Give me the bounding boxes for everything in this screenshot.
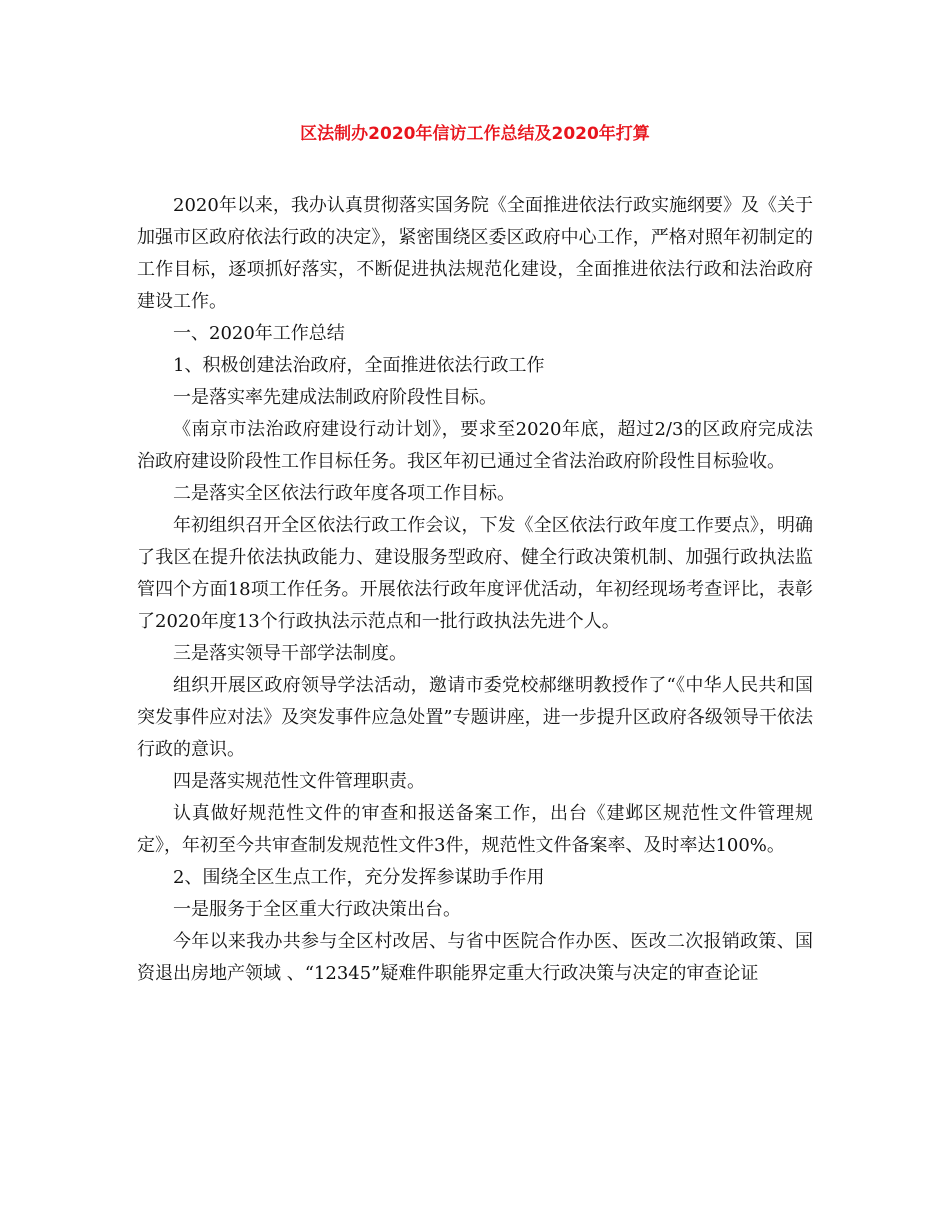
paragraph: 认真做好规范性文件的审查和报送备案工作，出台《建邺区规范性文件管理规定》，年初至今共审查制发规范性文件3件，规范性文件备案率、及时率达100%。 bbox=[137, 803, 813, 856]
document-body bbox=[137, 190, 813, 990]
section-heading: 一、2020年工作总结 bbox=[173, 323, 345, 344]
item-heading: 二是落实全区依法行政年度各项工作目标。 bbox=[173, 483, 515, 504]
item-heading: 三是落实领导干部学法制度。 bbox=[173, 643, 407, 664]
subsection-heading: 1、积极创建法治政府，全面推进依法行政工作 bbox=[173, 355, 545, 376]
document-title: 区法制办2020年信访工作总结及2020年打算 bbox=[300, 124, 650, 144]
paragraph: 今年以来我办共参与全区村改居、与省中医院合作办医、医改二次报销政策、国资退出房地产领域 、“12345”疑难件职能界定重大行政决策与决定的审查论证 bbox=[137, 931, 813, 984]
item-heading: 四是落实规范性文件管理职责。 bbox=[173, 771, 425, 792]
item-heading: 一是服务于全区重大行政决策出台。 bbox=[173, 899, 461, 920]
paragraph: 《南京市法治政府建设行动计划》，要求至2020年底，超过2/3的区政府完成法治政府建设阶段性工作目标任务。我区年初已通过全省法治政府阶段性目标验收。 bbox=[137, 419, 813, 472]
subsection-heading: 2、围绕全区生点工作，充分发挥参谋助手作用 bbox=[173, 867, 545, 888]
paragraph: 2020年以来，我办认真贯彻落实国务院《全面推进依法行政实施纲要》及《关于加强市区政府依法行政的决定》，紧密围绕区委区政府中心工作，严格对照年初制定的工作目标，逐项抓好落实，不断促进执法规范化建设，全面推进依法行政和法治政府建设工作。 bbox=[137, 195, 813, 312]
item-heading: 一是落实率先建成法制政府阶段性目标。 bbox=[173, 387, 497, 408]
paragraph: 年初组织召开全区依法行政工作会议，下发《全区依法行政年度工作要点》，明确了我区在提升依法执政能力、建设服务型政府、健全行政决策机制、加强行政执法监管四个方面18项工作任务。开展依法行政年度评优活动，年初经现场考查评比，表彰了2020年度13个行政执法示范点和一批行政执法先进个人。 bbox=[137, 515, 813, 632]
paragraph: 组织开展区政府领导学法活动，邀请市委党校郝继明教授作了“《中华人民共和国突发事件应对法》及突发事件应急处置”专题讲座，进一步提升区政府各级领导干依法行政的意识。 bbox=[137, 675, 813, 760]
